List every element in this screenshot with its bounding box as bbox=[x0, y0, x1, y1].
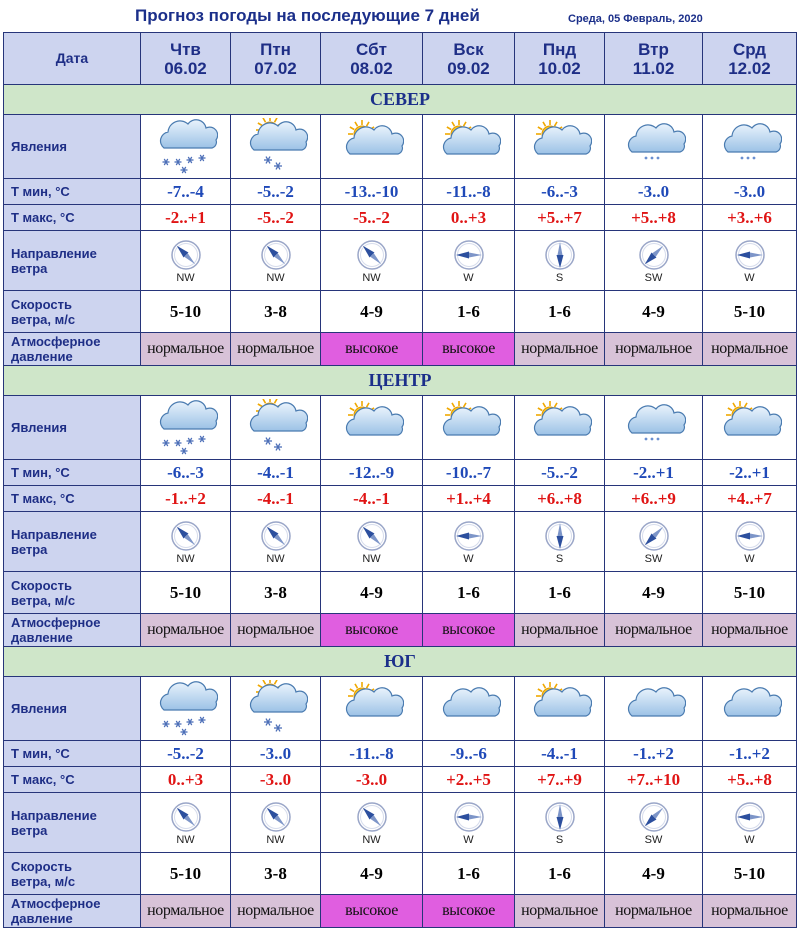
current-date: Среда, 05 Февраль, 2020 bbox=[568, 13, 703, 25]
day-0-line-2: 06.02 bbox=[164, 58, 207, 78]
wind-direction-label-line-2: ветра bbox=[11, 260, 48, 276]
tmax-value: +6..+9 bbox=[605, 486, 703, 512]
wind-speed-label-line-2: ветра, м/с bbox=[11, 592, 76, 608]
cloud-icon bbox=[718, 698, 782, 717]
pressure-value: нормальное bbox=[605, 895, 703, 928]
phenomena-label: Явления bbox=[4, 115, 141, 179]
tmax-value: +4..+7 bbox=[703, 486, 797, 512]
wind-direction-cell bbox=[321, 512, 423, 572]
tmax-value: -1..+2 bbox=[141, 486, 231, 512]
tmax-value: +5..+8 bbox=[605, 205, 703, 231]
compass-arrow-icon bbox=[259, 244, 293, 263]
pressure-value: нормальное bbox=[231, 895, 321, 928]
pressure-value: высокое bbox=[423, 614, 515, 647]
wind-speed-value: 5-10 bbox=[703, 291, 797, 333]
day-2-line-2: 08.02 bbox=[350, 58, 393, 78]
pressure-row-2 bbox=[4, 895, 797, 928]
weather-cell-0-4 bbox=[515, 115, 605, 179]
pressure-label bbox=[4, 614, 141, 647]
sun-cloud-icon bbox=[718, 417, 782, 436]
page-title: Прогноз погоды на последующие 7 дней bbox=[135, 6, 480, 25]
wind-speed-value: 5-10 bbox=[703, 572, 797, 614]
wind-speed-value: 5-10 bbox=[141, 572, 231, 614]
wind-dir-row-2 bbox=[4, 793, 797, 853]
compass-arrow-icon bbox=[733, 525, 767, 544]
tmin-value: -6..-3 bbox=[515, 179, 605, 205]
pressure-value: высокое bbox=[321, 333, 423, 366]
compass-arrow-icon bbox=[452, 244, 486, 263]
wind-direction-text: NW bbox=[266, 552, 285, 565]
wind-direction-cell bbox=[141, 793, 231, 853]
pressure-value: высокое bbox=[423, 895, 515, 928]
sun-cloud-icon bbox=[528, 698, 592, 717]
wind-direction-cell bbox=[605, 512, 703, 572]
wind-direction-text: W bbox=[744, 552, 755, 565]
weather-cell-0-6 bbox=[703, 115, 797, 179]
region-title-1: ЦЕНТР bbox=[4, 366, 797, 396]
tmax-value: +1..+4 bbox=[423, 486, 515, 512]
day-3-line-2: 09.02 bbox=[447, 58, 490, 78]
wind-direction-text: S bbox=[555, 552, 564, 565]
forecast-table bbox=[3, 32, 797, 928]
phenomena-row-1 bbox=[4, 396, 797, 460]
weather-cell-2-2 bbox=[321, 677, 423, 741]
weather-cell-0-5 bbox=[605, 115, 703, 179]
sun-cloud-snow-icon bbox=[244, 417, 308, 436]
cloud-light-snow-icon bbox=[622, 136, 686, 155]
wind-speed-value: 4-9 bbox=[321, 572, 423, 614]
cloud-snow-icon bbox=[154, 136, 218, 155]
weather-cell-1-6 bbox=[703, 396, 797, 460]
sun-cloud-icon bbox=[528, 417, 592, 436]
pressure-value: высокое bbox=[321, 614, 423, 647]
pressure-value: нормальное bbox=[515, 333, 605, 366]
compass-arrow-icon bbox=[543, 525, 577, 544]
weather-cell-0-0 bbox=[141, 115, 231, 179]
compass-arrow-icon bbox=[543, 806, 577, 825]
sun-cloud-icon bbox=[340, 417, 404, 436]
day-4-line-2: 10.02 bbox=[538, 58, 581, 78]
wind-direction-cell bbox=[423, 512, 515, 572]
wind-speed-label-line-2: ветра, м/с bbox=[11, 873, 76, 889]
region-row-2 bbox=[4, 647, 797, 677]
tmin-value: -2..+1 bbox=[605, 460, 703, 486]
wind-speed-label-line-1: Скорость bbox=[11, 858, 72, 874]
wind-speed-value: 1-6 bbox=[515, 291, 605, 333]
region-row-1 bbox=[4, 366, 797, 396]
tmin-value: -3..0 bbox=[231, 741, 321, 767]
day-1-line-2: 07.02 bbox=[254, 58, 297, 78]
tmax-value: +7..+10 bbox=[605, 767, 703, 793]
wind-direction-cell bbox=[231, 231, 321, 291]
day-5-line-2: 11.02 bbox=[632, 58, 675, 78]
tmin-value: -1..+2 bbox=[605, 741, 703, 767]
tmax-value: +3..+6 bbox=[703, 205, 797, 231]
wind-direction-text: SW bbox=[644, 271, 663, 284]
tmax-value: 0..+3 bbox=[141, 767, 231, 793]
wind-speed-value: 1-6 bbox=[515, 853, 605, 895]
wind-speed-value: 4-9 bbox=[605, 291, 703, 333]
wind-speed-value: 4-9 bbox=[321, 291, 423, 333]
wind-speed-value: 4-9 bbox=[605, 853, 703, 895]
wind-direction-text: W bbox=[463, 552, 474, 565]
pressure-value: нормальное bbox=[141, 333, 231, 366]
tmin-value: -2..+1 bbox=[703, 460, 797, 486]
wind-direction-text: NW bbox=[266, 271, 285, 284]
sun-cloud-snow-icon bbox=[244, 136, 308, 155]
wind-direction-label bbox=[4, 793, 141, 853]
phenomena-label: Явления bbox=[4, 677, 141, 741]
date-header-label: Дата bbox=[4, 33, 141, 85]
cloud-icon bbox=[437, 698, 501, 717]
sun-cloud-icon bbox=[437, 136, 501, 155]
wind-direction-cell bbox=[515, 231, 605, 291]
cloud-snow-icon bbox=[154, 417, 218, 436]
wind-direction-text: NW bbox=[176, 552, 195, 565]
wind-direction-cell bbox=[515, 793, 605, 853]
pressure-value: нормальное bbox=[703, 614, 797, 647]
tmax-value: -5..-2 bbox=[231, 205, 321, 231]
pressure-label-line-2: давление bbox=[11, 630, 73, 645]
wind-direction-cell bbox=[423, 231, 515, 291]
tmax-value: -3..0 bbox=[321, 767, 423, 793]
title-bar bbox=[0, 0, 800, 32]
pressure-value: нормальное bbox=[703, 895, 797, 928]
day-header-0 bbox=[141, 33, 231, 85]
day-2-line-1: Сбт bbox=[356, 39, 387, 59]
wind-speed-value: 4-9 bbox=[321, 853, 423, 895]
weather-cell-1-4 bbox=[515, 396, 605, 460]
compass-arrow-icon bbox=[355, 244, 389, 263]
sun-cloud-icon bbox=[340, 136, 404, 155]
compass-arrow-icon bbox=[452, 525, 486, 544]
tmax-label: Т макс, °C bbox=[4, 205, 141, 231]
compass-arrow-icon bbox=[169, 525, 203, 544]
pressure-label-line-2: давление bbox=[11, 911, 73, 926]
wind-direction-label-line-2: ветра bbox=[11, 822, 48, 838]
pressure-value: нормальное bbox=[703, 333, 797, 366]
compass-arrow-icon bbox=[169, 806, 203, 825]
phenomena-row-0 bbox=[4, 115, 797, 179]
pressure-value: нормальное bbox=[231, 614, 321, 647]
region-row-0 bbox=[4, 85, 797, 115]
compass-arrow-icon bbox=[355, 806, 389, 825]
compass-arrow-icon bbox=[637, 244, 671, 263]
wind-direction-cell bbox=[515, 512, 605, 572]
pressure-value: нормальное bbox=[515, 614, 605, 647]
wind-direction-label bbox=[4, 512, 141, 572]
wind-direction-cell bbox=[703, 231, 797, 291]
wind-direction-cell bbox=[141, 512, 231, 572]
wind-speed-label-line-2: ветра, м/с bbox=[11, 311, 76, 327]
wind-direction-cell bbox=[423, 793, 515, 853]
day-header-5 bbox=[605, 33, 703, 85]
tmax-value: +5..+8 bbox=[703, 767, 797, 793]
pressure-value: нормальное bbox=[231, 333, 321, 366]
wind-speed-value: 1-6 bbox=[423, 853, 515, 895]
pressure-label-line-1: Атмосферное bbox=[11, 896, 101, 911]
wind-direction-cell bbox=[703, 793, 797, 853]
tmax-value: +7..+9 bbox=[515, 767, 605, 793]
wind-speed-row-2 bbox=[4, 853, 797, 895]
pressure-value: высокое bbox=[423, 333, 515, 366]
compass-arrow-icon bbox=[543, 244, 577, 263]
wind-direction-cell bbox=[605, 793, 703, 853]
compass-arrow-icon bbox=[355, 525, 389, 544]
pressure-label-line-2: давление bbox=[11, 349, 73, 364]
weather-cell-1-2 bbox=[321, 396, 423, 460]
tmin-label: Т мин, °C bbox=[4, 179, 141, 205]
wind-dir-row-1 bbox=[4, 512, 797, 572]
tmin-value: -7..-4 bbox=[141, 179, 231, 205]
wind-direction-label bbox=[4, 231, 141, 291]
wind-direction-label-line-1: Направление bbox=[11, 526, 97, 542]
tmin-label: Т мин, °C bbox=[4, 460, 141, 486]
phenomena-row-2 bbox=[4, 677, 797, 741]
day-header-6 bbox=[703, 33, 797, 85]
tmax-value: -2..+1 bbox=[141, 205, 231, 231]
tmin-label: Т мин, °C bbox=[4, 741, 141, 767]
tmin-value: -4..-1 bbox=[231, 460, 321, 486]
wind-direction-text: W bbox=[744, 833, 755, 846]
wind-direction-text: NW bbox=[362, 271, 381, 284]
day-header-4 bbox=[515, 33, 605, 85]
weather-cell-2-6 bbox=[703, 677, 797, 741]
wind-speed-value: 1-6 bbox=[423, 291, 515, 333]
wind-direction-cell bbox=[141, 231, 231, 291]
wind-direction-cell bbox=[605, 231, 703, 291]
tmin-value: -3..0 bbox=[703, 179, 797, 205]
wind-direction-text: NW bbox=[362, 552, 381, 565]
wind-direction-label-line-2: ветра bbox=[11, 541, 48, 557]
day-0-line-1: Чтв bbox=[170, 39, 201, 59]
wind-speed-label-line-1: Скорость bbox=[11, 577, 72, 593]
tmin-value: -13..-10 bbox=[321, 179, 423, 205]
compass-arrow-icon bbox=[259, 525, 293, 544]
weather-cell-2-3 bbox=[423, 677, 515, 741]
tmax-row-1 bbox=[4, 486, 797, 512]
tmin-value: -3..0 bbox=[605, 179, 703, 205]
pressure-label-line-1: Атмосферное bbox=[11, 334, 101, 349]
tmax-value: +6..+8 bbox=[515, 486, 605, 512]
wind-direction-cell bbox=[231, 793, 321, 853]
weather-cell-1-1 bbox=[231, 396, 321, 460]
pressure-value: нормальное bbox=[141, 614, 231, 647]
weather-cell-2-0 bbox=[141, 677, 231, 741]
pressure-row-0 bbox=[4, 333, 797, 366]
weather-cell-2-4 bbox=[515, 677, 605, 741]
tmax-row-2 bbox=[4, 767, 797, 793]
tmax-label: Т макс, °C bbox=[4, 767, 141, 793]
region-title-2: ЮГ bbox=[4, 647, 797, 677]
wind-direction-text: S bbox=[555, 271, 564, 284]
tmax-value: 0..+3 bbox=[423, 205, 515, 231]
wind-direction-cell bbox=[321, 793, 423, 853]
weather-cell-2-5 bbox=[605, 677, 703, 741]
wind-speed-value: 5-10 bbox=[703, 853, 797, 895]
sun-cloud-icon bbox=[528, 136, 592, 155]
cloud-icon bbox=[622, 698, 686, 717]
wind-speed-value: 5-10 bbox=[141, 853, 231, 895]
tmax-label: Т макс, °C bbox=[4, 486, 141, 512]
pressure-label bbox=[4, 895, 141, 928]
header-row bbox=[4, 33, 797, 85]
wind-speed-row-0 bbox=[4, 291, 797, 333]
tmax-value: +2..+5 bbox=[423, 767, 515, 793]
weather-cell-0-2 bbox=[321, 115, 423, 179]
day-4-line-1: Пнд bbox=[542, 39, 577, 59]
compass-arrow-icon bbox=[733, 806, 767, 825]
compass-arrow-icon bbox=[169, 244, 203, 263]
wind-direction-text: W bbox=[463, 833, 474, 846]
weather-cell-1-5 bbox=[605, 396, 703, 460]
day-6-line-2: 12.02 bbox=[728, 58, 771, 78]
cloud-light-snow-icon bbox=[718, 136, 782, 155]
wind-speed-label bbox=[4, 572, 141, 614]
compass-arrow-icon bbox=[259, 806, 293, 825]
weather-cell-0-3 bbox=[423, 115, 515, 179]
wind-direction-text: S bbox=[555, 833, 564, 846]
tmin-value: -9..-6 bbox=[423, 741, 515, 767]
tmax-value: -4..-1 bbox=[321, 486, 423, 512]
tmin-value: -5..-2 bbox=[231, 179, 321, 205]
wind-speed-value: 4-9 bbox=[605, 572, 703, 614]
tmin-value: -11..-8 bbox=[423, 179, 515, 205]
tmax-value: -4..-1 bbox=[231, 486, 321, 512]
pressure-value: нормальное bbox=[605, 333, 703, 366]
pressure-value: нормальное bbox=[141, 895, 231, 928]
tmin-value: -12..-9 bbox=[321, 460, 423, 486]
weather-cell-2-1 bbox=[231, 677, 321, 741]
wind-direction-text: SW bbox=[644, 552, 663, 565]
day-header-1 bbox=[231, 33, 321, 85]
wind-direction-cell bbox=[231, 512, 321, 572]
wind-direction-cell bbox=[321, 231, 423, 291]
wind-speed-value: 3-8 bbox=[231, 572, 321, 614]
day-header-3 bbox=[423, 33, 515, 85]
wind-direction-cell bbox=[703, 512, 797, 572]
tmin-value: -6..-3 bbox=[141, 460, 231, 486]
tmin-value: -1..+2 bbox=[703, 741, 797, 767]
tmin-value: -4..-1 bbox=[515, 741, 605, 767]
pressure-label-line-1: Атмосферное bbox=[11, 615, 101, 630]
tmin-value: -11..-8 bbox=[321, 741, 423, 767]
wind-speed-value: 1-6 bbox=[515, 572, 605, 614]
tmin-value: -5..-2 bbox=[515, 460, 605, 486]
phenomena-label: Явления bbox=[4, 396, 141, 460]
wind-speed-label bbox=[4, 291, 141, 333]
tmin-row-0 bbox=[4, 179, 797, 205]
tmax-value: -5..-2 bbox=[321, 205, 423, 231]
pressure-row-1 bbox=[4, 614, 797, 647]
wind-direction-text: W bbox=[463, 271, 474, 284]
weather-cell-1-3 bbox=[423, 396, 515, 460]
day-3-line-1: Вск bbox=[453, 39, 484, 59]
day-6-line-1: Срд bbox=[732, 39, 767, 59]
tmin-row-1 bbox=[4, 460, 797, 486]
cloud-snow-icon bbox=[154, 698, 218, 717]
compass-arrow-icon bbox=[637, 806, 671, 825]
day-header-2 bbox=[321, 33, 423, 85]
pressure-label bbox=[4, 333, 141, 366]
wind-speed-value: 3-8 bbox=[231, 853, 321, 895]
wind-direction-text: NW bbox=[176, 833, 195, 846]
region-title-0: СЕВЕР bbox=[4, 85, 797, 115]
pressure-value: нормальное bbox=[515, 895, 605, 928]
wind-speed-value: 3-8 bbox=[231, 291, 321, 333]
wind-speed-label-line-1: Скорость bbox=[11, 296, 72, 312]
day-5-line-1: Втр bbox=[638, 39, 669, 59]
tmax-value: +5..+7 bbox=[515, 205, 605, 231]
pressure-value: нормальное bbox=[605, 614, 703, 647]
wind-direction-text: W bbox=[744, 271, 755, 284]
wind-speed-value: 5-10 bbox=[141, 291, 231, 333]
sun-cloud-icon bbox=[437, 417, 501, 436]
pressure-value: высокое bbox=[321, 895, 423, 928]
sun-cloud-icon bbox=[340, 698, 404, 717]
wind-speed-label bbox=[4, 853, 141, 895]
weather-cell-1-0 bbox=[141, 396, 231, 460]
tmin-value: -5..-2 bbox=[141, 741, 231, 767]
cloud-light-snow-icon bbox=[622, 417, 686, 436]
wind-direction-text: NW bbox=[266, 833, 285, 846]
tmin-row-2 bbox=[4, 741, 797, 767]
wind-direction-text: NW bbox=[362, 833, 381, 846]
wind-speed-value: 1-6 bbox=[423, 572, 515, 614]
weather-cell-0-1 bbox=[231, 115, 321, 179]
compass-arrow-icon bbox=[637, 525, 671, 544]
wind-direction-label-line-1: Направление bbox=[11, 245, 97, 261]
tmax-value: -3..0 bbox=[231, 767, 321, 793]
compass-arrow-icon bbox=[452, 806, 486, 825]
wind-direction-text: SW bbox=[644, 833, 663, 846]
wind-speed-row-1 bbox=[4, 572, 797, 614]
tmin-value: -10..-7 bbox=[423, 460, 515, 486]
wind-direction-text: NW bbox=[176, 271, 195, 284]
wind-direction-label-line-1: Направление bbox=[11, 807, 97, 823]
wind-dir-row-0 bbox=[4, 231, 797, 291]
sun-cloud-snow-icon bbox=[244, 698, 308, 717]
day-1-line-1: Птн bbox=[260, 39, 291, 59]
tmax-row-0 bbox=[4, 205, 797, 231]
compass-arrow-icon bbox=[733, 244, 767, 263]
